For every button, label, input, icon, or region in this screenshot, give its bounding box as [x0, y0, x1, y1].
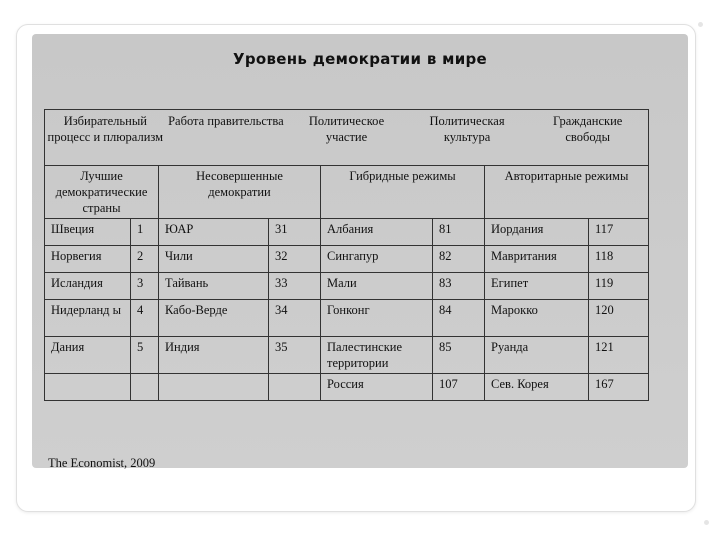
table-row: [45, 374, 649, 401]
rank: 85: [433, 337, 485, 374]
country: Швеция: [45, 219, 131, 246]
country: Сингапур: [321, 246, 433, 273]
rank: 31: [269, 219, 321, 246]
regime-header: Несовершенные демократии: [159, 166, 321, 219]
table-row: [45, 300, 649, 337]
country: Египет: [485, 273, 589, 300]
rank: 35: [269, 337, 321, 374]
rank: 32: [269, 246, 321, 273]
rank: 82: [433, 246, 485, 273]
rank: 3: [131, 273, 159, 300]
page-title: Уровень демократии в мире: [232, 50, 488, 68]
regime-header: Гибридные режимы: [321, 166, 485, 219]
country: [45, 374, 131, 401]
country: Албания: [321, 219, 433, 246]
country: Палестинские территории: [321, 337, 433, 374]
country: Россия: [321, 374, 433, 401]
criterion: Гражданские свободы: [553, 114, 623, 144]
criterion: Политическое участие: [308, 114, 385, 144]
rank: 5: [131, 337, 159, 374]
country: Марокко: [485, 300, 589, 337]
decor-dot: [704, 520, 709, 525]
country: Кабо-Верде: [159, 300, 269, 337]
democracy-table: [44, 109, 649, 401]
country: Дания: [45, 337, 131, 374]
table-row: [45, 246, 649, 273]
country: Гонконг: [321, 300, 433, 337]
country: Мали: [321, 273, 433, 300]
table-row: [45, 273, 649, 300]
rank: 117: [589, 219, 649, 246]
rank: 107: [433, 374, 485, 401]
country: Руанда: [485, 337, 589, 374]
regime-header: Авторитарные режимы: [485, 166, 649, 219]
regime-header: Лучшие демократические страны: [45, 166, 159, 219]
country: Норвегия: [45, 246, 131, 273]
country: Чили: [159, 246, 269, 273]
rank: 118: [589, 246, 649, 273]
rank: 33: [269, 273, 321, 300]
country: Нидерланд ы: [45, 300, 131, 337]
rank: 120: [589, 300, 649, 337]
criteria-row: [45, 110, 649, 166]
criterion: Избирательный процесс и плюрализм: [47, 114, 164, 144]
rank: 34: [269, 300, 321, 337]
rank: [131, 374, 159, 401]
country: Сев. Корея: [485, 374, 589, 401]
rank: 81: [433, 219, 485, 246]
table-row: [45, 219, 649, 246]
country: Мавритания: [485, 246, 589, 273]
rank: 119: [589, 273, 649, 300]
rank: 4: [131, 300, 159, 337]
rank: 84: [433, 300, 485, 337]
rank: [269, 374, 321, 401]
country: [159, 374, 269, 401]
country: Тайвань: [159, 273, 269, 300]
country: Индия: [159, 337, 269, 374]
rank: 83: [433, 273, 485, 300]
criterion: Работа правительства: [168, 114, 284, 128]
regime-header-row: [45, 166, 649, 219]
country: Исландия: [45, 273, 131, 300]
criterion: Политическая культура: [429, 114, 505, 144]
rank: 167: [589, 374, 649, 401]
table-row: [45, 337, 649, 374]
rank: 2: [131, 246, 159, 273]
source-caption: The Economist, 2009: [48, 456, 156, 470]
country: ЮАР: [159, 219, 269, 246]
rank: 1: [131, 219, 159, 246]
decor-dot: [698, 22, 703, 27]
country: Иордания: [485, 219, 589, 246]
rank: 121: [589, 337, 649, 374]
